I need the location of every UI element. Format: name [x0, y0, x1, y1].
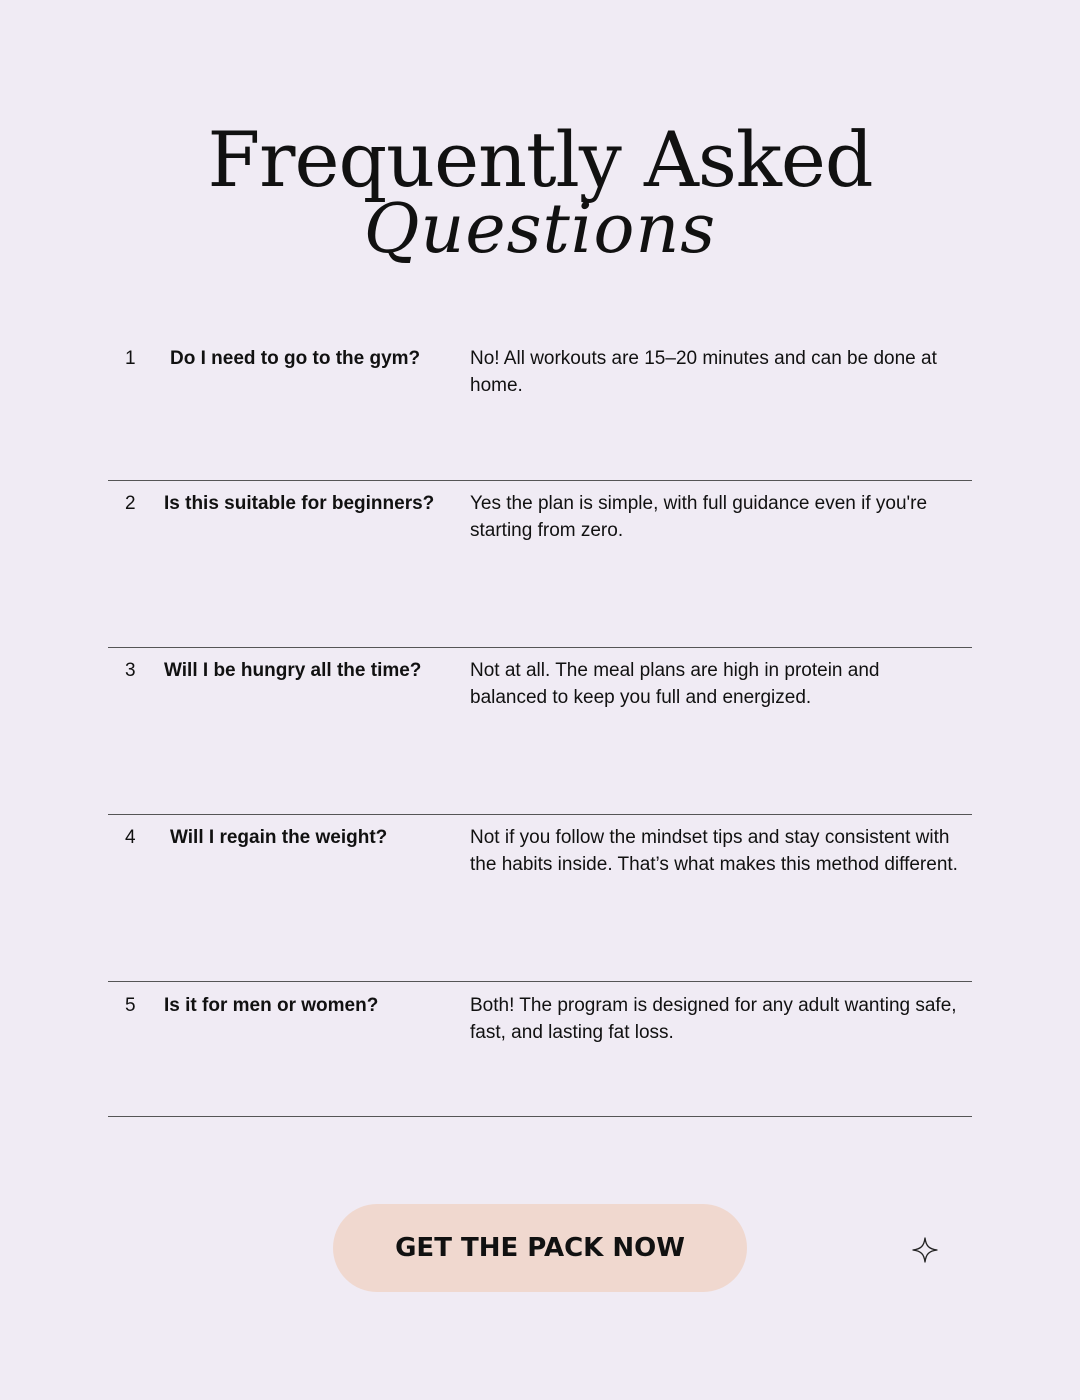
faq-number: 1 [125, 348, 136, 369]
faq-answer: Not if you follow the mindset tips and stay consistent with the habits inside. That’s what makes this method different. [470, 827, 958, 875]
faq-answer: Both! The program is designed for any adult wanting safe, fast, and lasting fat loss. [470, 995, 957, 1043]
faq-divider [108, 981, 972, 982]
faq-answer: No! All workouts are 15–20 minutes and can be done at home. [470, 348, 937, 396]
faq-question: Is it for men or women? [164, 995, 379, 1016]
get-pack-button[interactable]: GET THE PACK NOW [333, 1204, 747, 1292]
faq-number: 5 [125, 995, 136, 1016]
faq-number: 4 [125, 827, 136, 848]
faq-question: Will I be hungry all the time? [164, 660, 422, 681]
faq-question: Is this suitable for beginners? [164, 493, 435, 514]
page-title: Frequently Asked [207, 115, 873, 204]
faq-divider [108, 647, 972, 648]
faq-number: 3 [125, 660, 136, 681]
faq-divider [108, 1116, 972, 1117]
faq-divider [108, 814, 972, 815]
faq-question: Do I need to go to the gym? [170, 348, 421, 369]
faq-answer: Yes the plan is simple, with full guidance even if you're starting from zero. [470, 493, 928, 541]
faq-divider [108, 480, 972, 481]
faq-number: 2 [125, 493, 136, 514]
faq-answer: Not at all. The meal plans are high in protein and balanced to keep you full and energized. [470, 660, 880, 708]
faq-question: Will I regain the weight? [170, 827, 388, 848]
page-title-script: Questions [363, 190, 717, 269]
sparkle-icon [912, 1237, 938, 1263]
